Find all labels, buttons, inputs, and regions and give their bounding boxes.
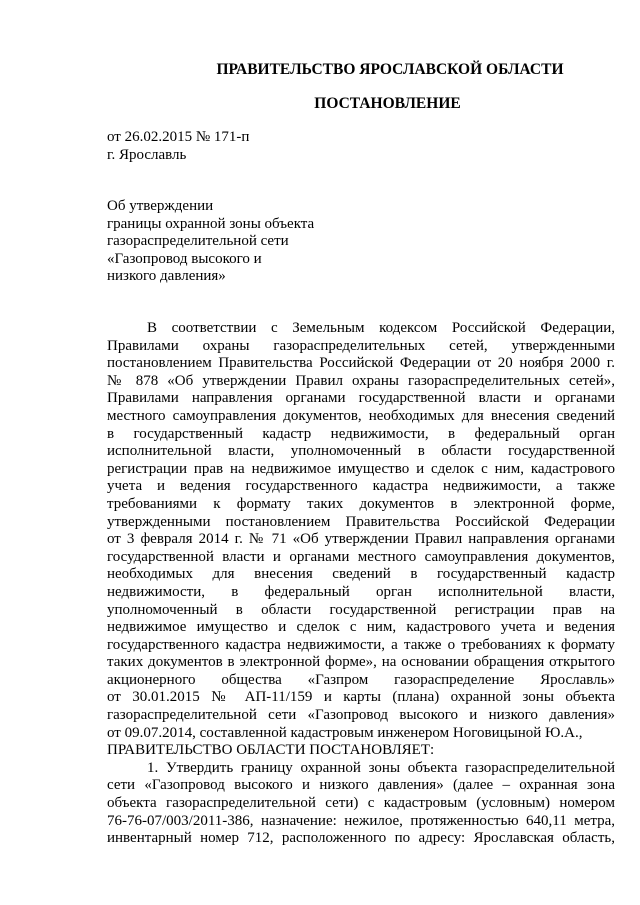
body-line: от 30.01.2015 № АП-11/159 и карты (плана) охранной зоны объекта xyxy=(107,689,615,706)
item1-line: 76-76-07/003/2011-386, назначение: нежилое, протяженностью 640,11 метра, xyxy=(107,812,615,829)
subject-line: газораспределительной сети xyxy=(107,233,289,249)
body-line: акционерного общества «Газпром газораспределение Ярославль» xyxy=(107,671,615,688)
subject-line: «Газопровод высокого и xyxy=(107,250,262,267)
document-type-title: ПОСТАНОВЛЕНИЕ xyxy=(314,95,461,112)
subject-line: Об утверждении xyxy=(107,198,214,214)
body-line: государственного кадастра недвижимости, а также о требованиях к формату xyxy=(107,636,615,653)
body-line: в государственный кадастр недвижимости, в федеральный орган xyxy=(107,425,615,442)
body-line: В соответствии с Земельным кодексом Российской Федерации, xyxy=(147,320,615,336)
body-line: от 3 февраля 2014 г. № 71 «Об утверждении Правил направления органами xyxy=(107,531,615,548)
subject-line: границы охранной зоны объекта xyxy=(107,215,315,232)
body-line: требованиями к формату таких документов в электронной форме, xyxy=(107,495,615,512)
item1-line: сети «Газопровод высокого и низкого давления» (далее – охранная зона xyxy=(107,777,615,794)
item1-line: инвентарный номер 712, расположенного по адресу: Ярославская область, xyxy=(107,830,615,847)
subject-line: низкого давления» xyxy=(107,268,226,284)
government-title: ПРАВИТЕЛЬСТВО ЯРОСЛАВСКОЙ ОБЛАСТИ xyxy=(216,61,564,78)
document-meta xyxy=(107,128,249,164)
body-line: утвержденными постановлением Правительства Российской Федерации xyxy=(107,513,615,530)
body-line: государственной власти и органами местного самоуправления документов, xyxy=(107,548,615,565)
body-line: учета и ведения государственного кадастра недвижимости, а также xyxy=(107,478,615,495)
body-line: регистрации прав на недвижимое имущество и сделок с ним, кадастрового xyxy=(107,460,615,477)
body-line: Правилами направления органами государственной власти и органами xyxy=(107,390,615,407)
body-line: местного самоуправления документов, необходимых для внесения сведений xyxy=(107,407,615,424)
body-line: постановлением Правительства Российской Федерации от 20 ноября 2000 г. xyxy=(107,355,615,372)
document-body xyxy=(107,320,615,848)
body-line: недвижимое имущество и сделок с ним, кадастрового учета и ведения xyxy=(107,619,615,636)
body-line: газораспределительной сети «Газопровод высокого и низкого давления» xyxy=(107,707,615,724)
city: г. Ярославль xyxy=(107,147,187,163)
decree-statement: ПРАВИТЕЛЬСТВО ОБЛАСТИ ПОСТАНОВЛЯЕТ: xyxy=(107,742,435,759)
body-line: необходимых для внесения сведений в государственный кадастр xyxy=(107,566,615,583)
body-line: Правилами охраны газораспределительных сетей, утвержденными xyxy=(107,337,615,354)
document-subject xyxy=(107,198,314,286)
body-line: недвижимости, в федеральный орган исполнительной власти, xyxy=(107,583,615,600)
body-line: уполномоченный в области государственной регистрации прав на xyxy=(107,601,615,618)
body-line: исполнительной власти, уполномоченный в области государственной xyxy=(107,443,615,460)
body-line: от 09.07.2014, составленной кадастровым инженером Ноговицыной Ю.А., xyxy=(107,724,583,741)
date-number: от 26.02.2015 № 171-п xyxy=(107,129,250,145)
item1-line: 1. Утвердить границу охранной зоны объекта газораспределительной xyxy=(147,759,615,776)
body-line: № 878 «Об утверждении Правил охраны газораспределительных сетей», xyxy=(107,372,615,389)
item1-line: объекта газораспределительной сети) с кадастровым (условным) номером xyxy=(107,795,615,812)
body-line: таких документов в электронной форме», на основании обращения открытого xyxy=(107,654,615,671)
